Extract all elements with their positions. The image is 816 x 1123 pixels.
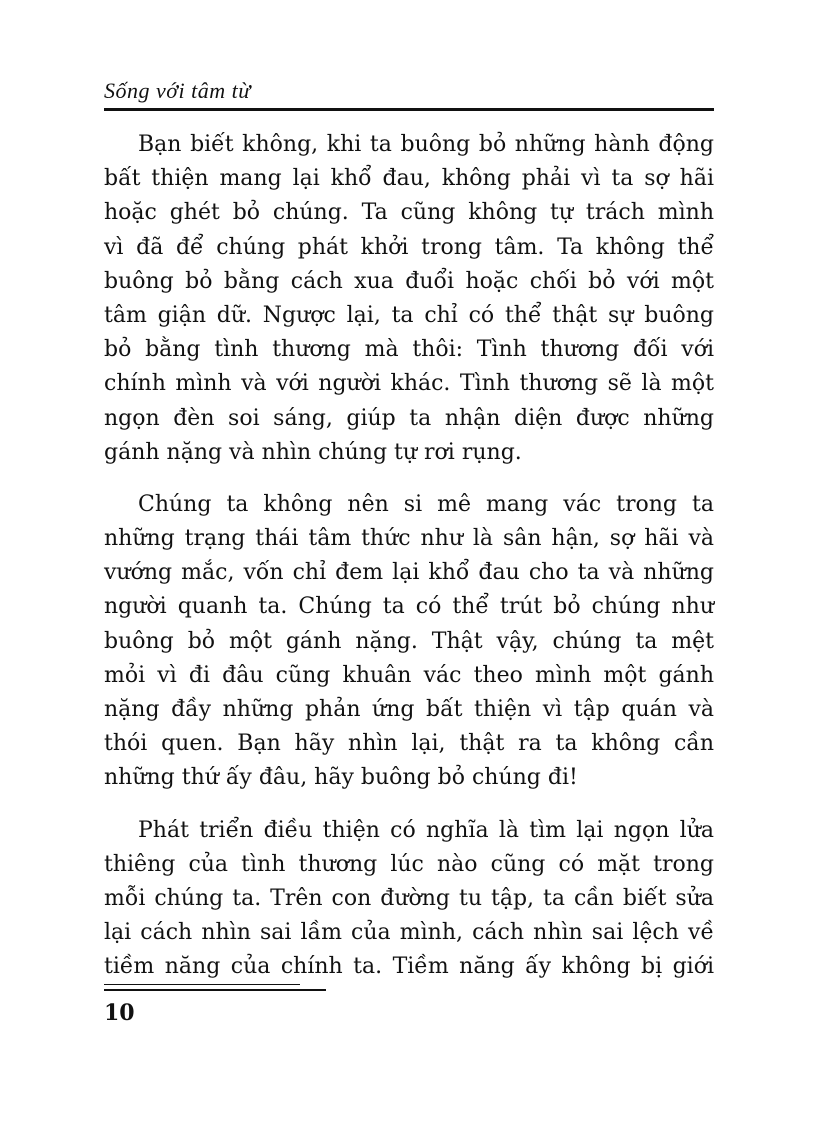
text-line: thiêng của tình thương lúc nào cũng có mặt trong [104, 851, 714, 877]
text-line: tâm giận dữ. Ngược lại, ta chỉ có thể thật sự buông [104, 302, 714, 328]
text-line: hoặc ghét bỏ chúng. Ta cũng không tự trách mình [104, 200, 714, 226]
text-line: nặng đầy những phản ứng bất thiện vì tập quán và [104, 697, 714, 722]
text-line: chính mình và với người khác. Tình thương sẽ là một [104, 371, 714, 397]
header-rule [104, 108, 714, 111]
body-text [104, 128, 714, 1003]
text-line: thói quen. Bạn hãy nhìn lại, thật ra ta không cần [104, 731, 714, 757]
paragraph-1 [104, 128, 714, 470]
text-line: ngọn đèn soi sáng, giúp ta nhận diện được những [104, 405, 714, 431]
text-line: Chúng ta không nên si mê mang vác trong ta [138, 491, 714, 517]
text-line: những trạng thái tâm thức như là sân hận, sợ hãi và [104, 526, 714, 552]
footer-rule-lower [104, 989, 326, 991]
text-line: bất thiện mang lại khổ đau, không phải vì ta sợ hãi [104, 166, 714, 192]
running-header-title: Sống với tâm từ [104, 78, 251, 103]
text-line: gánh nặng và nhìn chúng tự rơi rụng. [104, 439, 522, 465]
text-line: những thứ ấy đâu, hãy buông bỏ chúng đi! [104, 765, 578, 791]
text-line: Bạn biết không, khi ta buông bỏ những hành động [138, 132, 714, 157]
text-line: buông bỏ bằng cách xua đuổi hoặc chối bỏ với một [104, 268, 714, 294]
text-line: mỗi chúng ta. Trên con đường tu tập, ta cần biết sửa [104, 885, 714, 911]
text-line: vướng mắc, vốn chỉ đem lại khổ đau cho ta và những [104, 560, 714, 586]
text-line: lại cách nhìn sai lầm của mình, cách nhìn sai lệch về [104, 920, 714, 946]
text-line: tiềm năng của chính ta. Tiềm năng ấy không bị giới [104, 954, 714, 980]
page-number: 10 [104, 1000, 135, 1026]
footer-rule-upper [104, 984, 300, 985]
text-line: người quanh ta. Chúng ta có thể trút bỏ chúng như [104, 594, 714, 620]
text-line: buông bỏ một gánh nặng. Thật vậy, chúng ta mệt [104, 628, 714, 654]
text-line: Phát triển điều thiện có nghĩa là tìm lại ngọn lửa [138, 817, 714, 843]
paragraph-3 [104, 814, 714, 985]
text-line: bỏ bằng tình thương mà thôi: Tình thương đối với [104, 337, 714, 363]
paragraph-2 [104, 488, 714, 796]
text-line: mỏi vì đi đâu cũng khuân vác theo mình một gánh [104, 662, 714, 688]
text-line: vì đã để chúng phát khởi trong tâm. Ta không thể [104, 234, 714, 260]
